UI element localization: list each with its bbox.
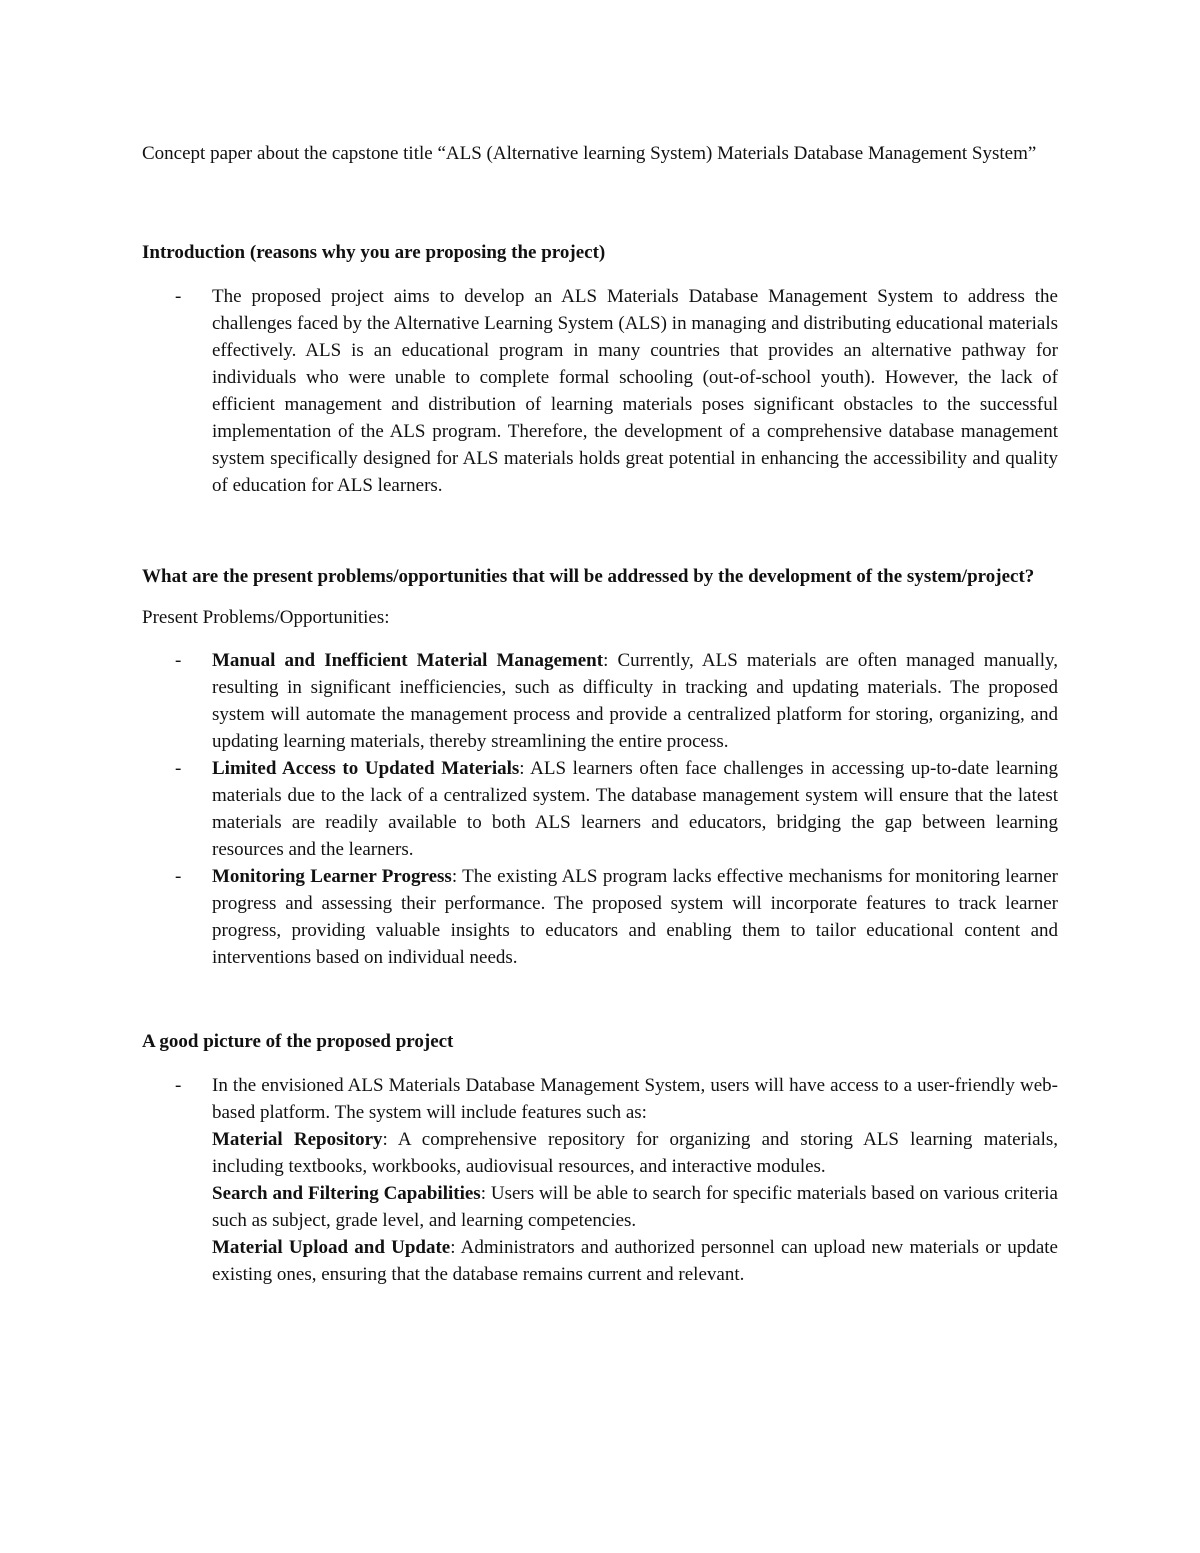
- picture-list: [142, 1072, 1058, 1288]
- problems-subheading: Present Problems/Opportunities:: [142, 607, 390, 628]
- dash-bullet: -: [175, 866, 182, 887]
- list-item: [142, 647, 1058, 755]
- dash-bullet: -: [175, 650, 182, 671]
- dash-bullet: -: [175, 1075, 182, 1096]
- introduction-heading: Introduction (reasons why you are proposing the project): [142, 242, 606, 263]
- feature-text: : A comprehensive repository for organizing and storing ALS learning materials, including textbooks, workbooks, audiovisual resources, and interactive modules.: [212, 1129, 1058, 1177]
- problems-list: [142, 647, 1058, 971]
- feature-text: : Administrators and authorized personnel can upload new materials or update existing ones, ensuring that the database remains current and relevant.: [212, 1237, 1058, 1285]
- problem-text: : ALS learners often face challenges in accessing up-to-date learning materials due to the lack of a centralized system. The database management system will ensure that the latest materials are readily available to both ALS learners and educators, bridging the gap between learning resources and the learners.: [212, 758, 1059, 860]
- feature-term: Material Upload and Update: [212, 1237, 451, 1258]
- feature-term: Search and Filtering Capabilities: [212, 1183, 481, 1204]
- feature-paragraph: [212, 1180, 1058, 1234]
- list-item: [142, 755, 1058, 863]
- feature-paragraph: [212, 1234, 1058, 1288]
- problem-term: Manual and Inefficient Material Management: [212, 650, 604, 671]
- dash-bullet: -: [175, 758, 182, 779]
- feature-text: : Users will be able to search for specific materials based on various criteria such as subject, grade level, and learning competencies.: [212, 1183, 1058, 1231]
- document-title: Concept paper about the capstone title “ALS (Alternative learning System) Materials Database Management System”: [142, 143, 1037, 164]
- list-item: [142, 283, 1058, 499]
- feature-term: Material Repository: [212, 1129, 383, 1150]
- introduction-list: [142, 283, 1058, 499]
- feature-paragraph: [212, 1126, 1058, 1180]
- dash-bullet: -: [175, 286, 182, 307]
- problem-text: : The existing ALS program lacks effective mechanisms for monitoring learner progress and assessing their performance. The proposed system will incorporate features to track learner progress, providing valuable insights to educators and enabling them to tailor educational content and interventions based on individual needs.: [212, 866, 1058, 968]
- picture-lead-text: In the envisioned ALS Materials Database Management System, users will have access to a user-friendly web-based platform. The system will include features such as:: [212, 1075, 1058, 1123]
- problem-term: Monitoring Learner Progress: [212, 866, 452, 887]
- introduction-text: The proposed project aims to develop an ALS Materials Database Management System to address the challenges faced by the Alternative Learning System (ALS) in managing and distributing educational materials effectively. ALS is an educational program in many countries that provides an alternative pathway for individuals who were unable to complete formal schooling (out-of-school youth). However, the lack of efficient management and distribution of learning materials poses significant obstacles to the successful implementation of the ALS program. Therefore, the development of a comprehensive database management system specifically designed for ALS materials holds great potential in enhancing the accessibility and quality of education for ALS learners.: [212, 286, 1058, 496]
- document-page: [142, 140, 1058, 1288]
- list-item: [142, 1072, 1058, 1288]
- problem-text: : Currently, ALS materials are often managed manually, resulting in significant inefficiencies, such as difficulty in tracking and updating materials. The proposed system will automate the management process and provide a centralized platform for storing, organizing, and updating learning materials, thereby streamlining the entire process.: [212, 650, 1058, 752]
- list-item: [142, 863, 1058, 971]
- problem-term: Limited Access to Updated Materials: [212, 758, 520, 779]
- picture-heading: A good picture of the proposed project: [142, 1031, 454, 1052]
- problems-heading: What are the present problems/opportunities that will be addressed by the development of the system/project?: [142, 566, 1035, 587]
